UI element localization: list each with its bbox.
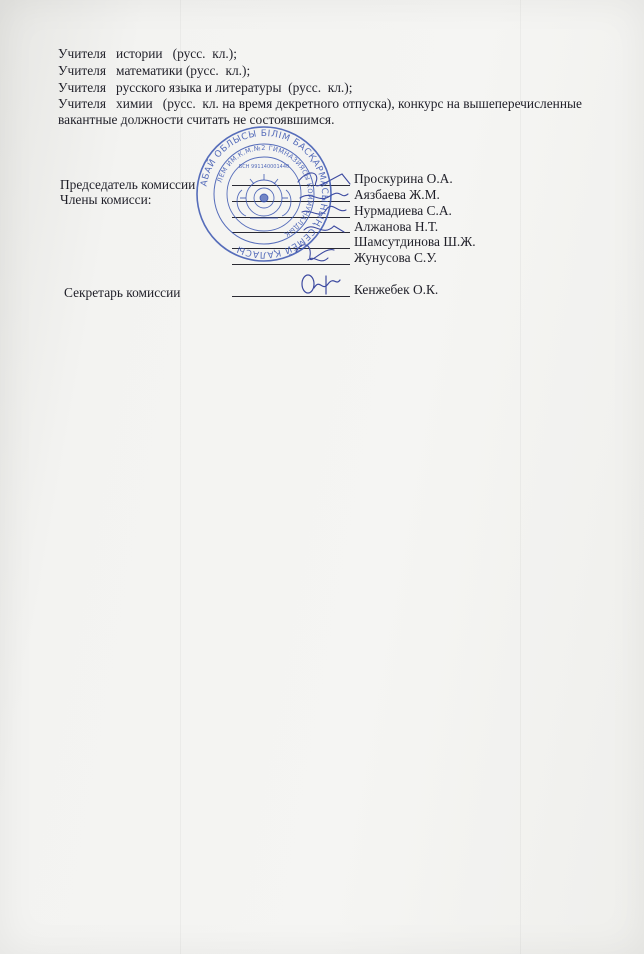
organization-stamp: [194, 124, 334, 264]
paper-crease: [520, 0, 521, 954]
member-name-4: Алжанова Н.Т.: [354, 219, 439, 234]
secretary-label: Секретарь комиссии: [64, 285, 181, 300]
body-line-1: Учителя истории (русс. кл.);: [58, 46, 237, 61]
body-line-2: Учителя математики (русс. кл.);: [58, 63, 251, 78]
state-emblem-icon: [237, 174, 291, 218]
member-name-6: Жунусова С.У.: [354, 250, 437, 265]
members-label: Члены комисси:: [60, 192, 152, 207]
member-name-5: Шамсутдинова Ш.Ж.: [354, 234, 476, 249]
body-line-3: Учителя русского языка и литературы (русс. кл.);: [58, 80, 353, 95]
chair-label: Председатель комиссии: [60, 177, 196, 192]
stamp-inner-text: ЛЕМ ИМ.К.М.№2 ГИМНАЗИЯСЫ КОММУНАЛДЫҚ: [215, 143, 315, 239]
member-name-2: Аязбаева Ж.М.: [354, 187, 440, 202]
body-line-4: Учителя химии (русс. кл. на время декретного отпуска), конкурс на вышеперечисленные: [58, 96, 582, 111]
body-line-5: вакантные должности считать не состоявшимся.: [58, 112, 335, 127]
secretary-signature: [296, 272, 342, 298]
stamp-bin-text: БСН 991140001440: [238, 164, 290, 170]
paper-crease: [180, 0, 181, 954]
stamp-ring-text: АБАЙ ОБЛЫСЫ БІЛІМ БАСҚАРМАСЫНЫҢ СЕМЕЙ ҚАЛАСЫ: [199, 128, 330, 260]
member-name-1: Проскурина О.А.: [354, 171, 453, 186]
secretary-name: Кенжебек О.К.: [354, 282, 439, 297]
member-name-3: Нурмадиева С.А.: [354, 203, 452, 218]
